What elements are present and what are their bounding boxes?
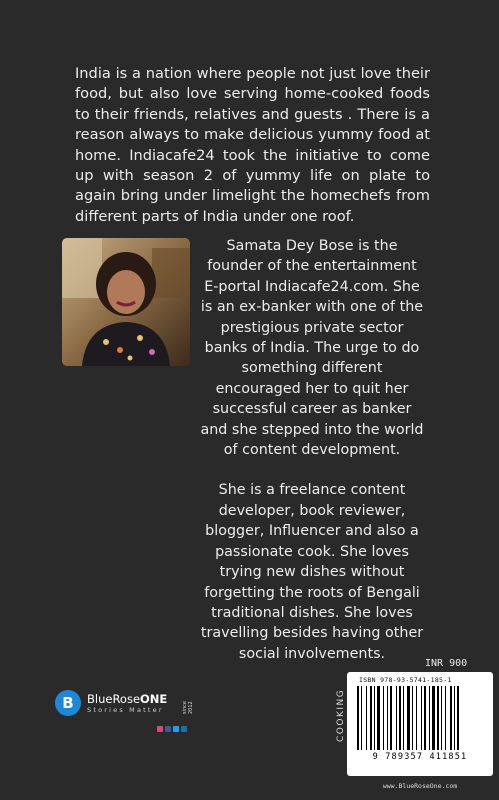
linkedin-icon — [181, 726, 187, 732]
category-label: COOKING — [336, 688, 346, 742]
isbn-label: ISBN 978-93-5741-185-1 — [359, 676, 452, 684]
author-photo — [62, 238, 190, 366]
isbn-barcode — [347, 672, 493, 776]
bio-paragraph-2: She is a freelance content developer, book reviewer, blogger, Influencer and also a passionate cook. She loves trying new dishes without forgetting the roots of Bengali traditional dishes. She loves travelling besides having other social involvements. — [200, 482, 424, 662]
instagram-icon — [157, 726, 163, 732]
bio-paragraph-1: Samata Dey Bose is the founder of the entertainment E-portal Indiacafe24.com. She is an ex-banker with one of the prestigious private sector banks of India. The urge to do something different encouraged her to quit her successful career as banker and she stepped into the world of content development. — [200, 238, 424, 459]
twitter-icon — [173, 726, 179, 732]
publisher-tagline: Stories Matter — [87, 706, 164, 714]
facebook-icon — [165, 726, 171, 732]
publisher-website: www.BlueRoseOne.com — [382, 782, 458, 790]
publisher-since: since 2012 — [182, 701, 194, 714]
barcode-number: 9 789357 411851 — [372, 752, 468, 762]
social-icons — [157, 726, 187, 732]
publisher-name: BlueRoseONE — [87, 692, 168, 706]
barcode-bars — [357, 686, 483, 750]
price: INR 900 — [425, 658, 468, 669]
bluerose-logo-icon: B — [55, 690, 81, 716]
intro-paragraph: India is a nation where people not just love their food, but also love serving home-cooked foods to their friends, relatives and guests . There is a reason always to make delicious yummy food at home. Indiacafe24 took the initiative to come up with season 2 of yummy life on plate to again bring under limelight the homechefs from different parts of India under one roof. — [75, 65, 430, 225]
publisher-logo — [55, 690, 205, 734]
author-bio — [200, 236, 424, 664]
